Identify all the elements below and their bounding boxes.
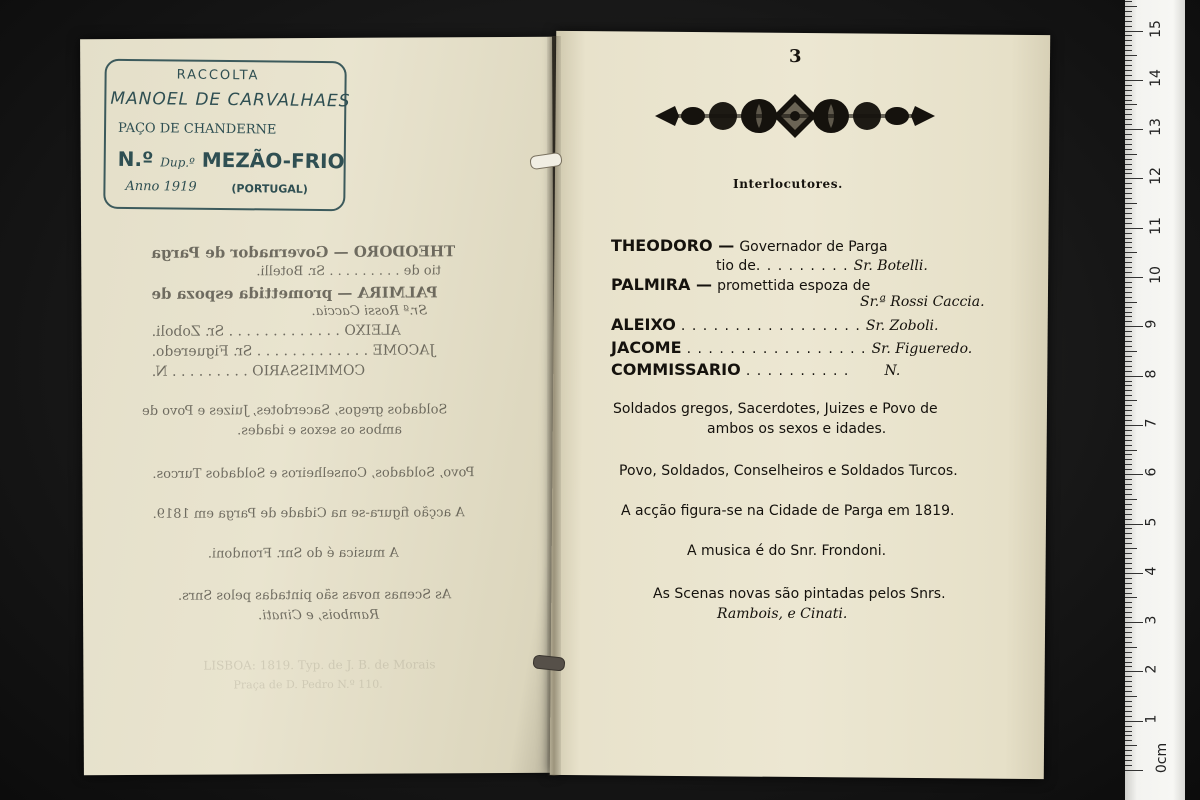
ruler-tick — [1125, 60, 1132, 61]
ruler-tick — [1125, 691, 1132, 692]
ruler-label: 4 — [1143, 566, 1160, 576]
ruler-tick — [1125, 573, 1143, 574]
ruler-tick — [1125, 400, 1137, 401]
ornament-icon — [655, 92, 935, 140]
ruler-tick — [1125, 459, 1132, 460]
bleed-line: JACOME . . . . . . . . . . . . . Sr. Figueredo. — [151, 342, 436, 360]
ruler-tick — [1125, 716, 1132, 717]
measurement-ruler — [1125, 0, 1185, 800]
ruler-tick — [1125, 223, 1132, 224]
ruler-tick — [1125, 430, 1132, 431]
scenes-line-1: As Scenas novas são pintadas pelos Snrs. — [653, 586, 946, 602]
ruler-tick — [1125, 218, 1132, 219]
ruler-tick — [1125, 469, 1132, 470]
stamp-number-prefix: N.º — [117, 146, 154, 172]
ruler-tick — [1125, 213, 1132, 214]
leader-dots: . . . . . . . . . — [755, 258, 849, 274]
ruler-tick — [1125, 371, 1132, 372]
ruler-tick — [1125, 65, 1132, 66]
ruler-tick — [1125, 726, 1132, 727]
ruler-tick — [1125, 504, 1132, 505]
character-role: Governador de Parga — [739, 239, 888, 255]
ruler-tick — [1125, 134, 1132, 135]
ruler-tick — [1125, 622, 1143, 623]
bleed-line: A musica é do Snr. Frondoni. — [207, 545, 399, 562]
actor-name: Sr.ª Rossi Caccia. — [860, 294, 985, 310]
ruler-tick — [1125, 612, 1132, 613]
ruler-tick — [1125, 597, 1137, 598]
scenes-line-2: Rambois, e Cinati. — [717, 606, 848, 622]
ruler-tick — [1125, 484, 1132, 485]
stamp-line-2: MANOEL DE CARVALHAES — [110, 88, 351, 112]
bleed-line: THEODORO — Governador de Parga — [151, 242, 456, 262]
ruler-tick — [1125, 381, 1132, 382]
ruler-tick — [1125, 686, 1132, 687]
character-role: promettida espoza de — [717, 278, 871, 294]
ruler-tick — [1125, 109, 1132, 110]
ruler-tick — [1125, 647, 1137, 648]
bleed-line: As Scenas novas são pintadas pelos Snrs. — [177, 587, 452, 604]
ruler-tick — [1125, 203, 1137, 204]
ruler-tick — [1125, 519, 1132, 520]
ruler-label: 3 — [1143, 615, 1160, 625]
ruler-tick — [1125, 543, 1132, 544]
ruler-tick — [1125, 287, 1132, 288]
character-row-commissario — [611, 360, 900, 379]
chorus-line-2: ambos os sexos e idades. — [707, 421, 887, 437]
ruler-tick — [1125, 750, 1132, 751]
ruler-tick — [1125, 385, 1132, 386]
ruler-label: 10 — [1147, 266, 1164, 284]
ruler-tick — [1125, 548, 1137, 549]
ruler-tick — [1125, 35, 1132, 36]
ruler-tick — [1125, 479, 1132, 480]
ruler-tick — [1125, 31, 1143, 32]
character-row-theodoro — [611, 236, 888, 255]
ruler-tick — [1125, 395, 1132, 396]
ruler-tick — [1125, 208, 1132, 209]
ruler-tick — [1125, 346, 1132, 347]
ruler-tick — [1125, 731, 1132, 732]
ruler-tick — [1125, 489, 1132, 490]
ruler-tick — [1125, 45, 1132, 46]
ruler-tick — [1125, 676, 1132, 677]
ruler-tick — [1125, 129, 1143, 130]
bleed-line: Rambois, e Cinati. — [258, 607, 380, 624]
leader-dots: . . . . . . . . . . — [745, 363, 850, 379]
ruler-tick — [1125, 262, 1132, 263]
ruler-label: 1 — [1143, 714, 1160, 724]
ruler-tick — [1125, 657, 1132, 658]
bleed-line: Sr.ª Rossi Caccia. — [311, 303, 428, 320]
ruler-tick — [1125, 617, 1132, 618]
character-row-jacome — [611, 338, 972, 357]
bleed-line: A acção figura-se na Cidade de Parga em 1819. — [152, 505, 465, 522]
ruler-label: 14 — [1147, 68, 1164, 87]
character-row-theodoro-cont — [716, 255, 928, 274]
page-number: 3 — [789, 46, 802, 67]
ruler-tick — [1125, 312, 1132, 313]
bleed-line: ALEIXO . . . . . . . . . . . . . Sr. Zoboli. — [151, 322, 401, 340]
ruler-tick — [1125, 474, 1143, 475]
ruler-label: 11 — [1147, 216, 1164, 235]
actor-name: Sr. Botelli. — [853, 258, 928, 274]
ruler-tick — [1125, 238, 1132, 239]
stamp-handwritten-number: Dup.º — [160, 155, 195, 170]
ruler-tick — [1125, 124, 1132, 125]
ruler-tick — [1125, 632, 1132, 633]
ruler-label: 2 — [1143, 664, 1160, 674]
ruler-tick — [1125, 588, 1132, 589]
ruler-tick — [1125, 425, 1143, 426]
collection-stamp — [103, 59, 351, 212]
ruler-tick — [1125, 681, 1132, 682]
actor-name: Sr. Figueredo. — [871, 341, 973, 357]
ruler-tick — [1125, 267, 1132, 268]
stamp-handwritten-year: Anno 1919 — [125, 178, 197, 195]
ruler-tick — [1125, 637, 1132, 638]
ruler-tick — [1125, 578, 1132, 579]
ruler-tick — [1125, 440, 1132, 441]
ruler-tick — [1125, 568, 1132, 569]
ruler-tick — [1125, 257, 1132, 258]
ruler-tick — [1125, 75, 1132, 76]
ruler-tick — [1125, 272, 1132, 273]
ruler-tick — [1125, 277, 1143, 278]
ruler-tick — [1125, 662, 1132, 663]
ruler-tick — [1125, 454, 1132, 455]
ruler-tick — [1125, 169, 1132, 170]
ruler-tick — [1125, 233, 1132, 234]
ruler-tick — [1125, 415, 1132, 416]
ruler-tick — [1125, 173, 1132, 174]
actor-name: N. — [884, 363, 901, 379]
ruler-tick — [1125, 701, 1132, 702]
ruler-tick — [1125, 331, 1132, 332]
imprint-line: LISBOA: 1819. Typ. de J. B. de Morais — [203, 657, 436, 673]
ruler-tick — [1125, 435, 1132, 436]
setting-line: A acção figura-se na Cidade de Parga em 1819. — [621, 503, 955, 519]
ruler-tick — [1125, 607, 1132, 608]
ruler-tick — [1125, 721, 1143, 722]
ruler-label: 15 — [1147, 19, 1164, 38]
ruler-tick — [1125, 11, 1132, 12]
ruler-tick — [1125, 247, 1132, 248]
bleed-line: tio de . . . . . . . . . Sr. Botelli. — [256, 263, 442, 280]
ruler-label: 13 — [1147, 118, 1164, 137]
actor-name: Sr. Zoboli. — [865, 318, 939, 334]
character-name: ALEIXO — [611, 315, 676, 334]
ruler-tick — [1125, 509, 1132, 510]
ruler-tick — [1125, 666, 1132, 667]
ruler-tick — [1125, 55, 1137, 56]
ruler-tick — [1125, 178, 1143, 179]
ruler-tick — [1125, 642, 1132, 643]
ruler-tick — [1125, 321, 1132, 322]
ruler-tick — [1125, 583, 1132, 584]
ruler-tick — [1125, 228, 1143, 229]
ruler-tick — [1125, 85, 1132, 86]
ruler-tick — [1125, 410, 1132, 411]
ruler-tick — [1125, 528, 1132, 529]
bleed-line: COMMISSARIO . . . . . . . . . N. — [151, 362, 366, 380]
ruler-label: 12 — [1147, 167, 1164, 186]
ruler-label: 0cm — [1154, 742, 1171, 774]
ruler-tick — [1125, 252, 1137, 253]
ruler-tick — [1125, 706, 1132, 707]
ruler-tick — [1125, 420, 1132, 421]
character-name: PALMIRA — — [611, 275, 712, 294]
chorus-line-1: Soldados gregos, Sacerdotes, Juizes e Povo de — [613, 401, 938, 417]
ruler-tick — [1125, 90, 1132, 91]
ruler-tick — [1125, 292, 1132, 293]
ruler-tick — [1125, 760, 1132, 761]
ruler-tick — [1125, 711, 1132, 712]
ruler-tick — [1125, 242, 1132, 243]
interlocutors-heading: Interlocutores. — [733, 177, 843, 191]
ruler-tick — [1125, 50, 1132, 51]
ruler-tick — [1125, 514, 1132, 515]
ruler-tick — [1125, 40, 1132, 41]
ruler-label: 7 — [1143, 418, 1160, 428]
ruler-tick — [1125, 558, 1132, 559]
stamp-country: (PORTUGAL) — [231, 182, 308, 196]
character-name: THEODORO — — [611, 236, 735, 255]
ruler-tick — [1125, 593, 1132, 594]
bleed-line: Povo, Soldados, Conselheiros e Soldados Turcos. — [152, 465, 475, 482]
ruler-tick — [1125, 119, 1132, 120]
bleed-line: ambos os sexos e idades. — [237, 422, 403, 439]
ruler-tick — [1125, 464, 1132, 465]
ruler-label: 5 — [1143, 517, 1160, 526]
stamp-line-3: PAÇO DE CHANDERNE — [117, 120, 277, 138]
ruler-tick — [1125, 602, 1132, 603]
ruler-tick — [1125, 70, 1132, 71]
ruler-tick — [1125, 302, 1137, 303]
ruler-tick — [1125, 740, 1132, 741]
ruler-tick — [1125, 164, 1132, 165]
ruler-tick — [1125, 735, 1132, 736]
ruler-tick — [1125, 336, 1132, 337]
ruler-tick — [1125, 390, 1132, 391]
turks-line: Povo, Soldados, Conselheiros e Soldados Turcos. — [619, 463, 958, 479]
stamp-line-1: RACCOLTA — [176, 67, 260, 84]
bleed-line: PALMIRA — promettida espoza de — [151, 283, 438, 303]
ruler-tick — [1125, 104, 1137, 105]
ruler-tick — [1125, 1, 1132, 2]
leader-dots: . . . . . . . . . . . . . . . . . — [686, 341, 867, 357]
ruler-tick — [1125, 159, 1132, 160]
stamp-line-4 — [118, 147, 345, 173]
ruler-tick — [1125, 755, 1132, 756]
ruler-tick — [1125, 139, 1132, 140]
ruler-tick — [1125, 154, 1137, 155]
character-name: COMMISSARIO — [611, 360, 741, 379]
ruler-tick — [1125, 183, 1132, 184]
ruler-tick — [1125, 652, 1132, 653]
ruler-tick — [1125, 144, 1132, 145]
ruler-tick — [1125, 745, 1137, 746]
ruler-tick — [1125, 351, 1137, 352]
ruler-tick — [1125, 100, 1132, 101]
ruler-tick — [1125, 21, 1132, 22]
ruler-tick — [1125, 405, 1132, 406]
ruler-tick — [1125, 563, 1132, 564]
character-row-aleixo — [611, 315, 938, 334]
ruler-tick — [1125, 188, 1132, 189]
leader-dots: . . . . . . . . . . . . . . . . . — [680, 318, 861, 334]
bleed-line: Soldados gregos, Sacerdotes, Juizes e Povo de — [141, 402, 448, 419]
ruler-tick — [1125, 297, 1132, 298]
stamp-place: MEZÃO-FRIO — [201, 147, 345, 174]
ruler-tick — [1125, 533, 1132, 534]
ruler-tick — [1125, 26, 1132, 27]
ruler-tick — [1125, 770, 1143, 771]
ruler-tick — [1125, 376, 1143, 377]
ruler-label: 6 — [1143, 467, 1160, 477]
character-name: JACOME — [611, 338, 682, 357]
ruler-tick — [1125, 524, 1143, 525]
ruler-tick — [1125, 282, 1132, 283]
ruler-tick — [1125, 538, 1132, 539]
ruler-tick — [1125, 326, 1143, 327]
ruler-tick — [1125, 696, 1137, 697]
ruler-tick — [1125, 80, 1143, 81]
ruler-tick — [1125, 627, 1132, 628]
imprint-line: Praça de D. Pedro N.º 110. — [233, 677, 383, 692]
ruler-tick — [1125, 494, 1132, 495]
ruler-tick — [1125, 356, 1132, 357]
ruler-tick — [1125, 445, 1132, 446]
ruler-tick — [1125, 366, 1132, 367]
ruler-tick — [1125, 450, 1137, 451]
ruler-tick — [1125, 198, 1132, 199]
ruler-tick — [1125, 114, 1132, 115]
ruler-tick — [1125, 307, 1132, 308]
ruler-tick — [1125, 193, 1132, 194]
ruler-tick — [1125, 95, 1132, 96]
ruler-label: 9 — [1143, 319, 1160, 329]
character-row-palmira — [611, 275, 870, 294]
ruler-tick — [1125, 361, 1132, 362]
ruler-tick — [1125, 671, 1143, 672]
ruler-tick — [1125, 149, 1132, 150]
ruler-label: 8 — [1143, 369, 1160, 379]
ruler-tick — [1125, 341, 1132, 342]
ruler-tick — [1125, 553, 1132, 554]
character-role: tio de — [716, 258, 756, 274]
music-line: A musica é do Snr. Frondoni. — [687, 543, 887, 559]
ruler-tick — [1125, 499, 1137, 500]
ruler-tick — [1125, 16, 1132, 17]
ruler-tick — [1125, 6, 1137, 7]
ruler-tick — [1125, 765, 1132, 766]
ruler-tick — [1125, 316, 1132, 317]
